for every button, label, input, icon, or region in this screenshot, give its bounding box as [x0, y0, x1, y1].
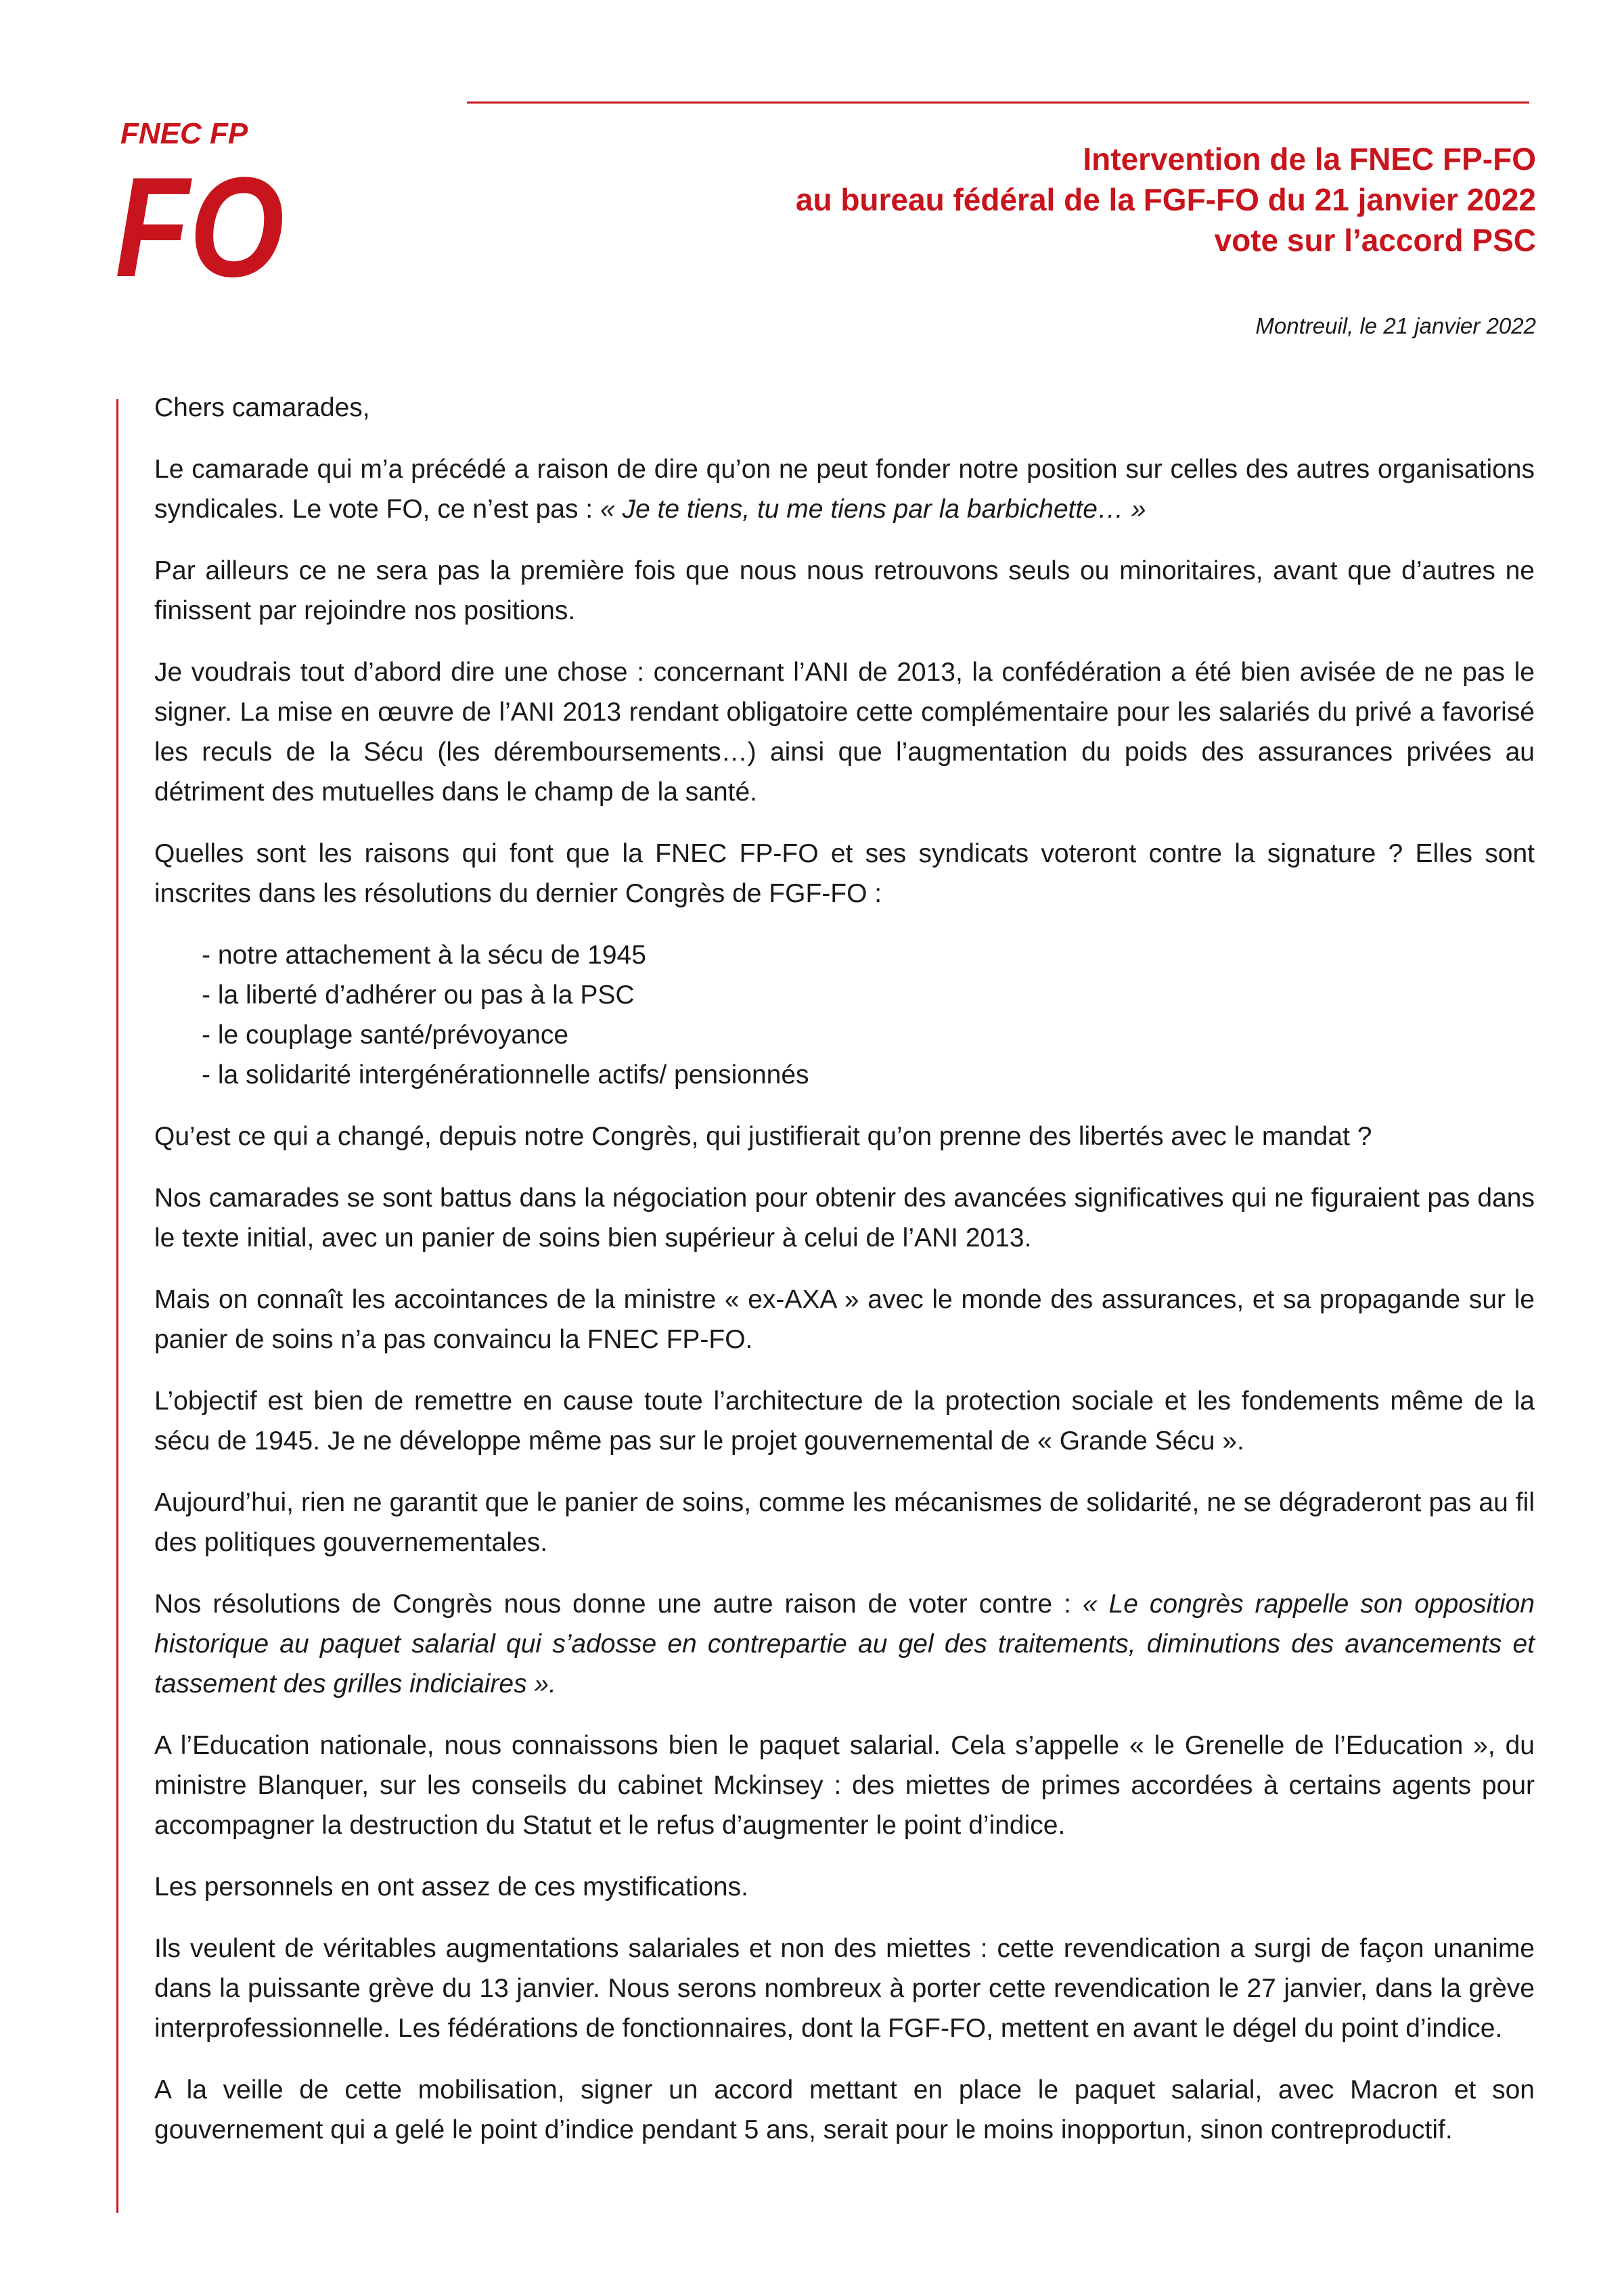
paragraph-8: L’objectif est bien de remettre en cause toute l’architecture de la protection sociale et les fondements même de la sécu de 1945. Je ne développe même pas sur le projet gouvernemental de « Grande Sécu ». [154, 1387, 1535, 1456]
paragraph-13: Ils veulent de véritables augmentations salariales et non des miettes : cette revendication a surgi de façon unanime dans la puissante grève du 13 janvier. Nous serons nombreux à porter cette revendication le 27 janvier, dans la grève interprofessionnelle. Les fédérations de fonctionnaires, dont la FGF-FO, mettent en avant le dégel du point d’indice. [154, 1934, 1535, 2043]
paragraph-14: A la veille de cette mobilisation, signer un accord mettant en place le paquet salarial, avec Macron et son gouvernement qui a gelé le point d’indice pendant 5 ans, serait pour le moins inopportun, sinon contreproductif. [154, 2075, 1535, 2144]
paragraph-6: Nos camarades se sont battus dans la négociation pour obtenir des avancées significatives qui ne figuraient pas dans le texte initial, avec un panier de soins bien supérieur à celui de l’ANI 2013. [154, 1184, 1535, 1253]
paragraph-5: Qu’est ce qui a changé, depuis notre Congrès, qui justifierait qu’on prenne des libertés avec le mandat ? [154, 1122, 1372, 1151]
title-line-3: vote sur l’accord PSC [1214, 223, 1536, 258]
header-rule [467, 102, 1529, 104]
list-item: - le couplage santé/prévoyance [202, 1015, 1535, 1055]
paragraph-3: Je voudrais tout d’abord dire une chose : concernant l’ANI de 2013, la confédération a été bien avisée de ne pas le signer. La mise en œuvre de l’ANI 2013 rendant obligatoire cette complémentaire pour les salariés du privé a favorisé les reculs de la Sécu (les déremboursements…) ainsi que l’augmentation du poids des assurances privées au détriment des mutuelles dans le champ de la santé. [154, 658, 1535, 807]
paragraph-10-text: Nos résolutions de Congrès nous donne une autre raison de voter contre : [154, 1590, 1083, 1619]
paragraph-1-text: Le camarade qui m’a précédé a raison de dire qu’on ne peut fonder notre position sur celles des autres organisations syndicales. Le vote FO, ce n’est pas : [154, 455, 1535, 524]
paragraph-12: Les personnels en ont assez de ces mystifications. [154, 1872, 748, 1901]
paragraph-10-quote: « Le congrès rappelle son opposition historique au paquet salarial qui s’adosse en contrepartie au gel des traitements, diminutions des avancements et tassement des grilles indiciaires ». [154, 1590, 1535, 1698]
paragraph-1 [154, 449, 1535, 529]
margin-rule [116, 399, 118, 2213]
place-date: Montreuil, le 21 janvier 2022 [1255, 313, 1536, 338]
paragraph-9: Aujourd’hui, rien ne garantit que le panier de soins, comme les mécanismes de solidarité, ne se dégraderont pas au fil des politiques gouvernementales. [154, 1488, 1535, 1557]
paragraph-11: A l’Education nationale, nous connaissons bien le paquet salarial. Cela s’appelle « le Grenelle de l’Education », du ministre Blanquer, sur les conseils du cabinet Mckinsey : des miettes de primes accordées à certains agents pour accompagner la destruction du Statut et le refus d’augmenter le point d’indice. [154, 1731, 1535, 1840]
document-title [453, 139, 1536, 261]
paragraph-7: Mais on connaît les accointances de la ministre « ex-AXA » avec le monde des assurances, et sa propagande sur le panier de soins n’a pas convaincu la FNEC FP-FO. [154, 1285, 1535, 1354]
list-item: - la solidarité intergénérationnelle actifs/ pensionnés [202, 1055, 1535, 1095]
paragraph-2: Par ailleurs ce ne sera pas la première fois que nous nous retrouvons seuls ou minoritaires, avant que d’autres ne finissent par rejoindre nos positions. [154, 556, 1535, 625]
paragraph-10 [154, 1584, 1535, 1704]
list-item: - notre attachement à la sécu de 1945 [202, 935, 1535, 975]
logo-main-text: FO [115, 148, 284, 307]
paragraph-4: Quelles sont les raisons qui font que la FNEC FP-FO et ses syndicats voteront contre la signature ? Elles sont inscrites dans les résolutions du dernier Congrès de FGF-FO : [154, 839, 1535, 908]
resolutions-list [154, 935, 1535, 1095]
logo-top-text: FNEC FP [120, 117, 248, 150]
letter-body [154, 388, 1535, 2171]
title-line-1: Intervention de la FNEC FP-FO [1083, 141, 1536, 177]
list-item: - la liberté d’adhérer ou pas à la PSC [202, 975, 1535, 1015]
paragraph-1-quote: « Je te tiens, tu me tiens par la barbichette… » [600, 495, 1146, 524]
fnec-fp-fo-logo [115, 115, 291, 307]
title-line-2: au bureau fédéral de la FGF-FO du 21 janvier 2022 [795, 182, 1536, 217]
salutation: Chers camarades, [154, 393, 370, 422]
